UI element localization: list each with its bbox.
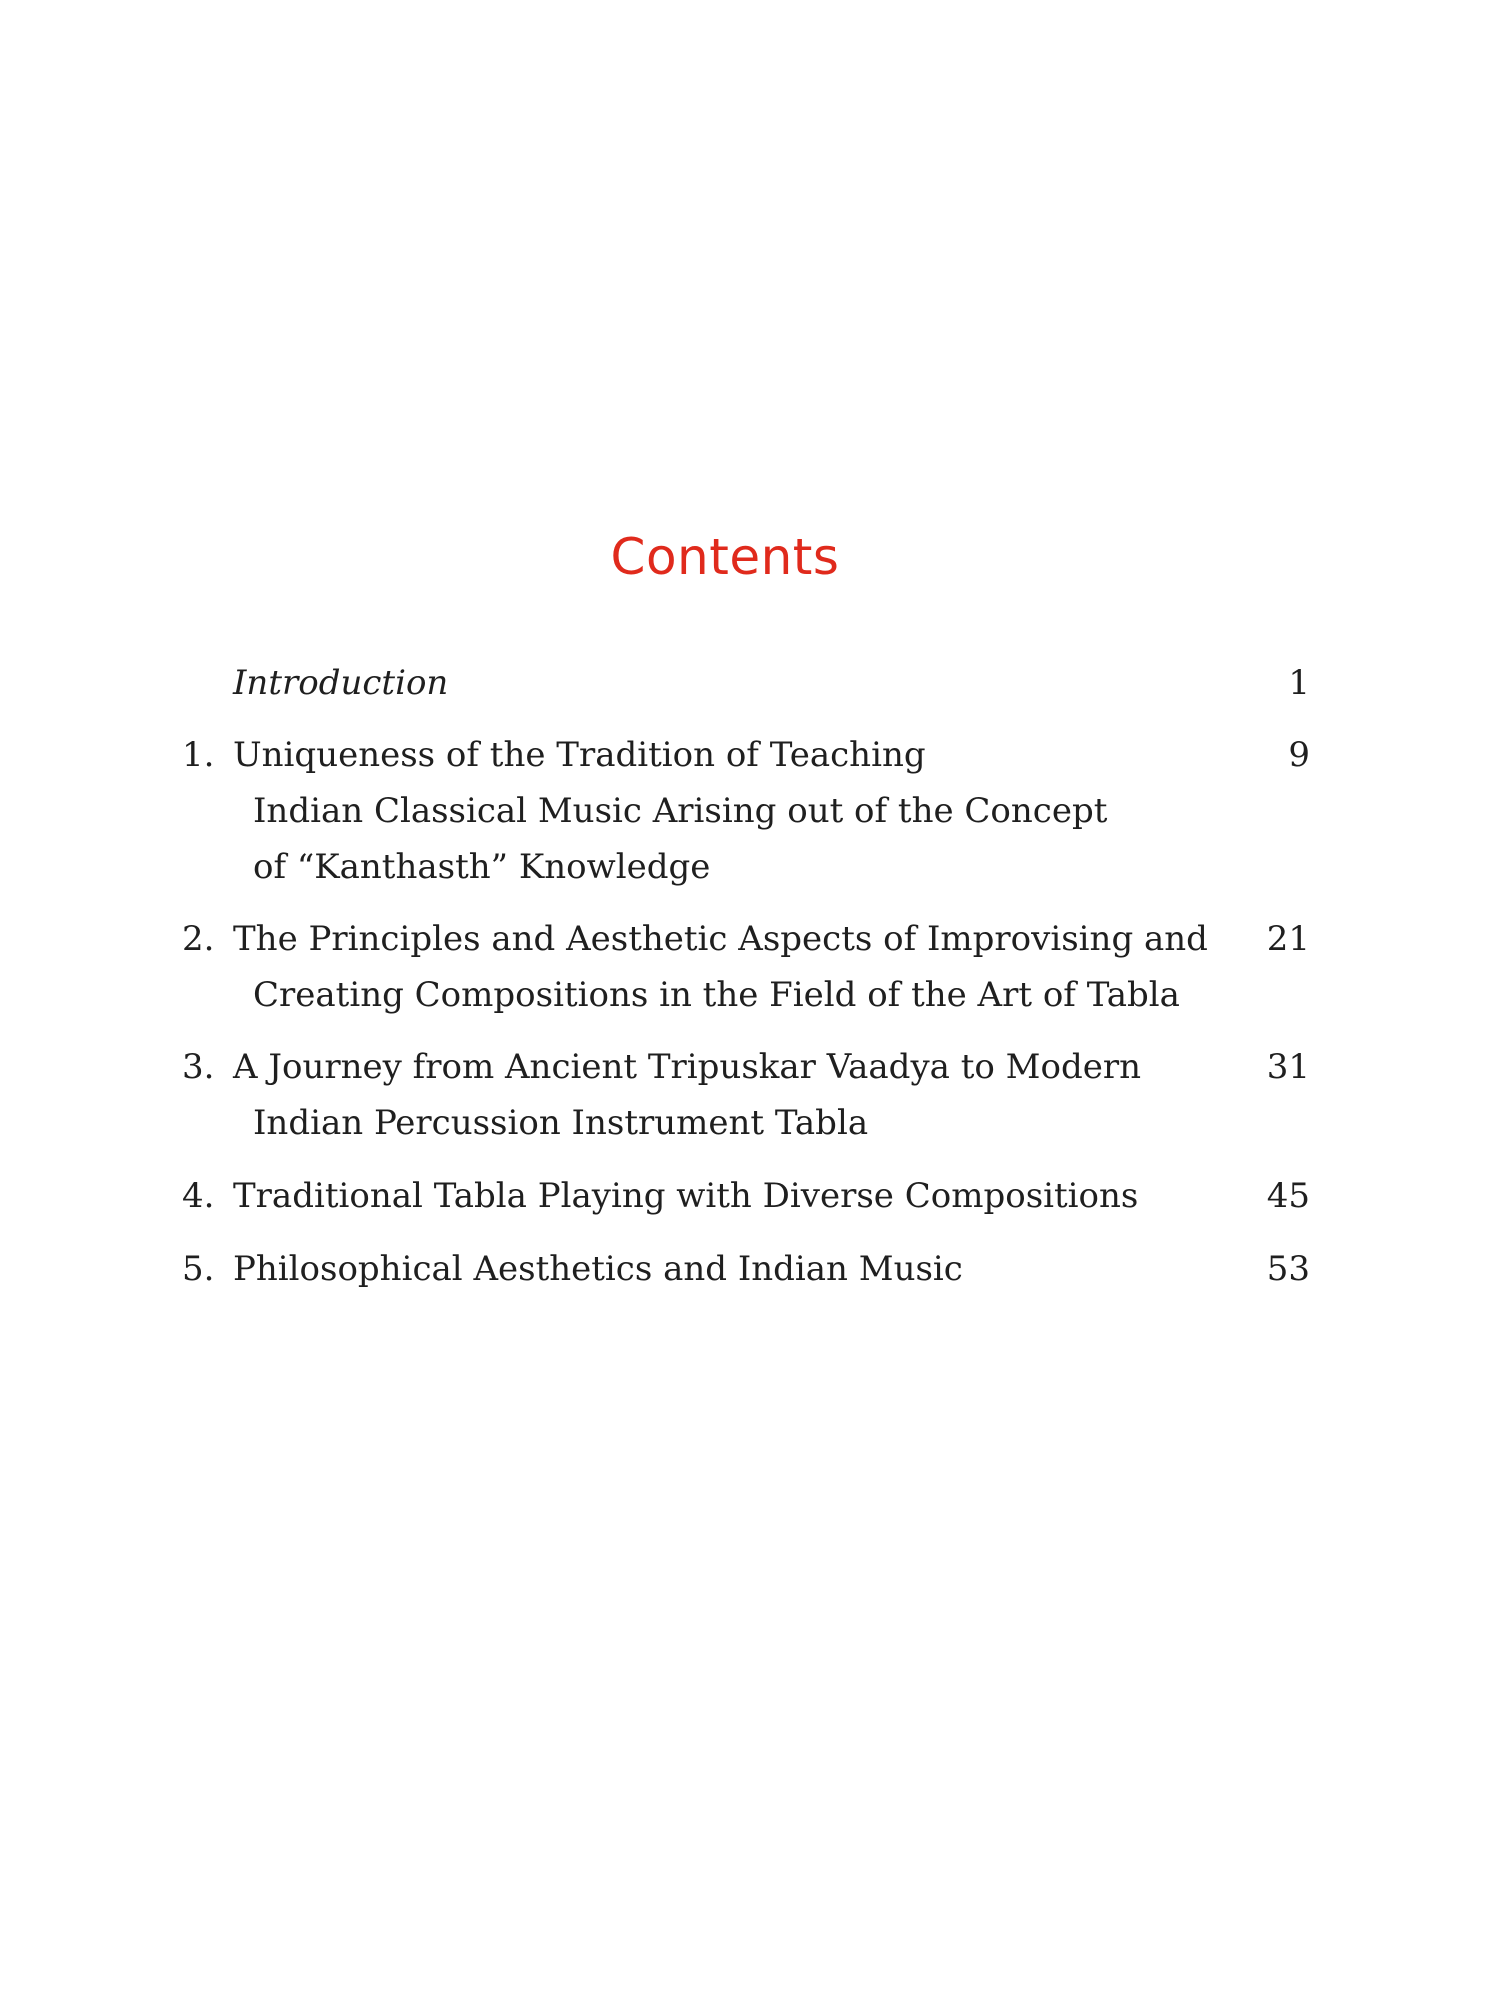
entry-title-line: Introduction [233,663,449,703]
entry-number: 2. [182,919,215,959]
entry-page-number: 9 [1288,735,1310,775]
entry-title [233,1039,1233,1151]
entry-page-number: 45 [1266,1176,1310,1216]
entry-page-number: 21 [1266,919,1310,959]
entry-title [233,655,1233,711]
entry-title [233,1241,1233,1297]
entry-page-number: 53 [1266,1249,1310,1289]
entry-title-line: The Principles and Aesthetic Aspects of Improvising and [233,919,1208,959]
entry-title-line: Indian Percussion Instrument Tabla [253,1103,869,1143]
entry-title [233,1168,1233,1224]
entry-number: 5. [182,1249,215,1289]
entry-page-number: 1 [1288,663,1310,703]
entry-title-line: Traditional Tabla Playing with Diverse Compositions [233,1176,1139,1216]
entry-number: 1. [182,735,215,775]
entry-number: 3. [182,1047,215,1087]
entry-title-line: Philosophical Aesthetics and Indian Music [233,1249,963,1289]
entry-title [233,911,1233,1023]
entry-title-line: A Journey from Ancient Tripuskar Vaadya to Modern [233,1047,1141,1087]
page-title: Contents [610,528,840,586]
entry-title-line: Indian Classical Music Arising out of the Concept [253,791,1108,831]
entry-title [233,727,1233,895]
entry-title-line: of “Kanthasth” Knowledge [253,847,711,887]
entry-page-number: 31 [1266,1047,1310,1087]
entry-title-line: Uniqueness of the Tradition of Teaching [233,735,926,775]
entry-title-line: Creating Compositions in the Field of the Art of Tabla [253,975,1180,1015]
entry-number: 4. [182,1176,215,1216]
